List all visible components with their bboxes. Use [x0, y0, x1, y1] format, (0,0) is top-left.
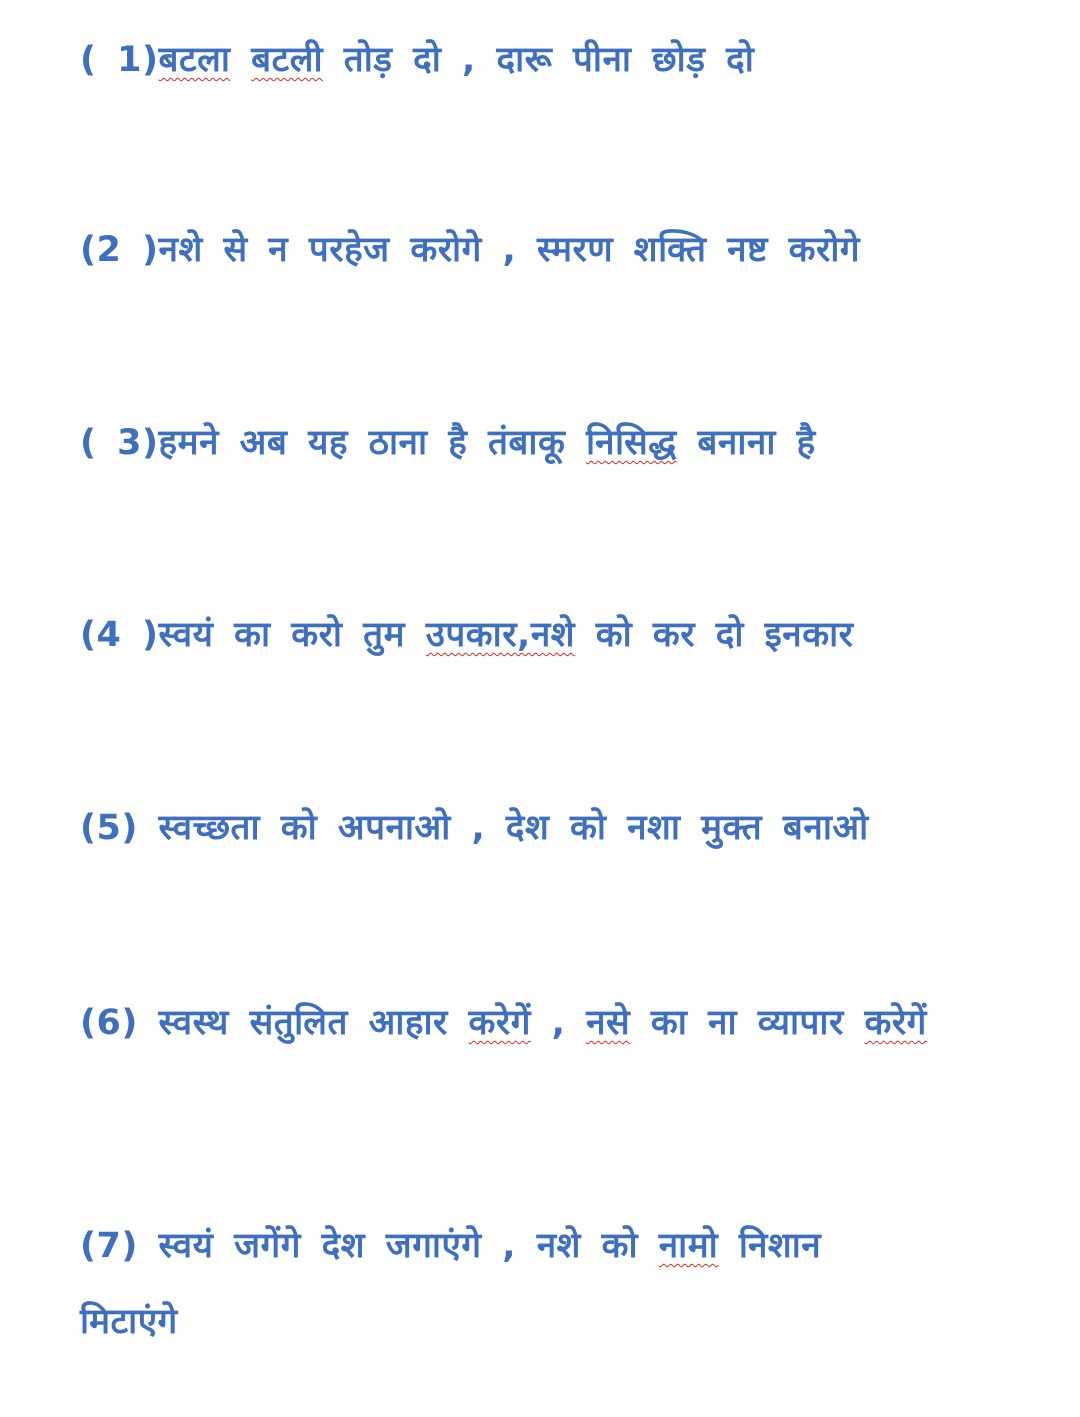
slogan-7-text: निशान [718, 1226, 822, 1266]
slogan-7-text: मिटाएंगे [80, 1302, 178, 1342]
slogan-1-text [230, 40, 251, 80]
misspelled-word[interactable]: बटली [251, 40, 324, 80]
misspelled-word[interactable]: करेगें [864, 1003, 927, 1043]
misspelled-word[interactable]: उपकार,नशे [425, 615, 576, 655]
slogan-3-text: ( 3)हमने अब यह ठाना है तंबाकू [80, 423, 587, 463]
slogan-6-text: का ना व्यापार [630, 1003, 865, 1043]
slogan-4-text: को कर दो इनकार [575, 615, 854, 655]
misspelled-word[interactable]: नामो [658, 1226, 719, 1266]
slogan-2-text: (2 )नशे से न परहेज करोगे , स्मरण शक्ति नष्ट करोगे [80, 230, 861, 270]
slogan-1 [80, 40, 1040, 80]
slogan-7 [80, 1226, 1040, 1266]
slogan-2 [80, 230, 1040, 270]
slogan-4-text: (4 )स्वयं का करो तुम [80, 615, 426, 655]
slogan-4 [80, 615, 1040, 655]
slogan-1-number: ( 1) [80, 40, 159, 80]
slogan-1-text: तोड़ दो , दारू पीना छोड़ दो [323, 40, 755, 80]
slogan-7-text: (7) स्वयं जगेंगे देश जगाएंगे , नशे को [80, 1226, 659, 1266]
slogan-5 [80, 808, 1040, 848]
slogan-6-text: (6) स्वस्थ संतुलित आहार [80, 1003, 469, 1043]
misspelled-word[interactable]: करेगें [468, 1003, 531, 1043]
slogan-5-text: (5) स्वच्छता को अपनाओ , देश को नशा मुक्त बनाओ [80, 808, 869, 848]
slogan-6-text: , [530, 1003, 587, 1043]
misspelled-word[interactable]: बटला [158, 40, 231, 80]
slogan-6 [80, 1003, 1040, 1043]
misspelled-word[interactable]: नसे [586, 1003, 631, 1043]
slogan-7-continued [80, 1302, 1040, 1342]
misspelled-word[interactable]: निसिद्ध [586, 423, 677, 463]
slogan-3-text: बनाना है [676, 423, 816, 463]
slogan-3 [80, 423, 1040, 463]
